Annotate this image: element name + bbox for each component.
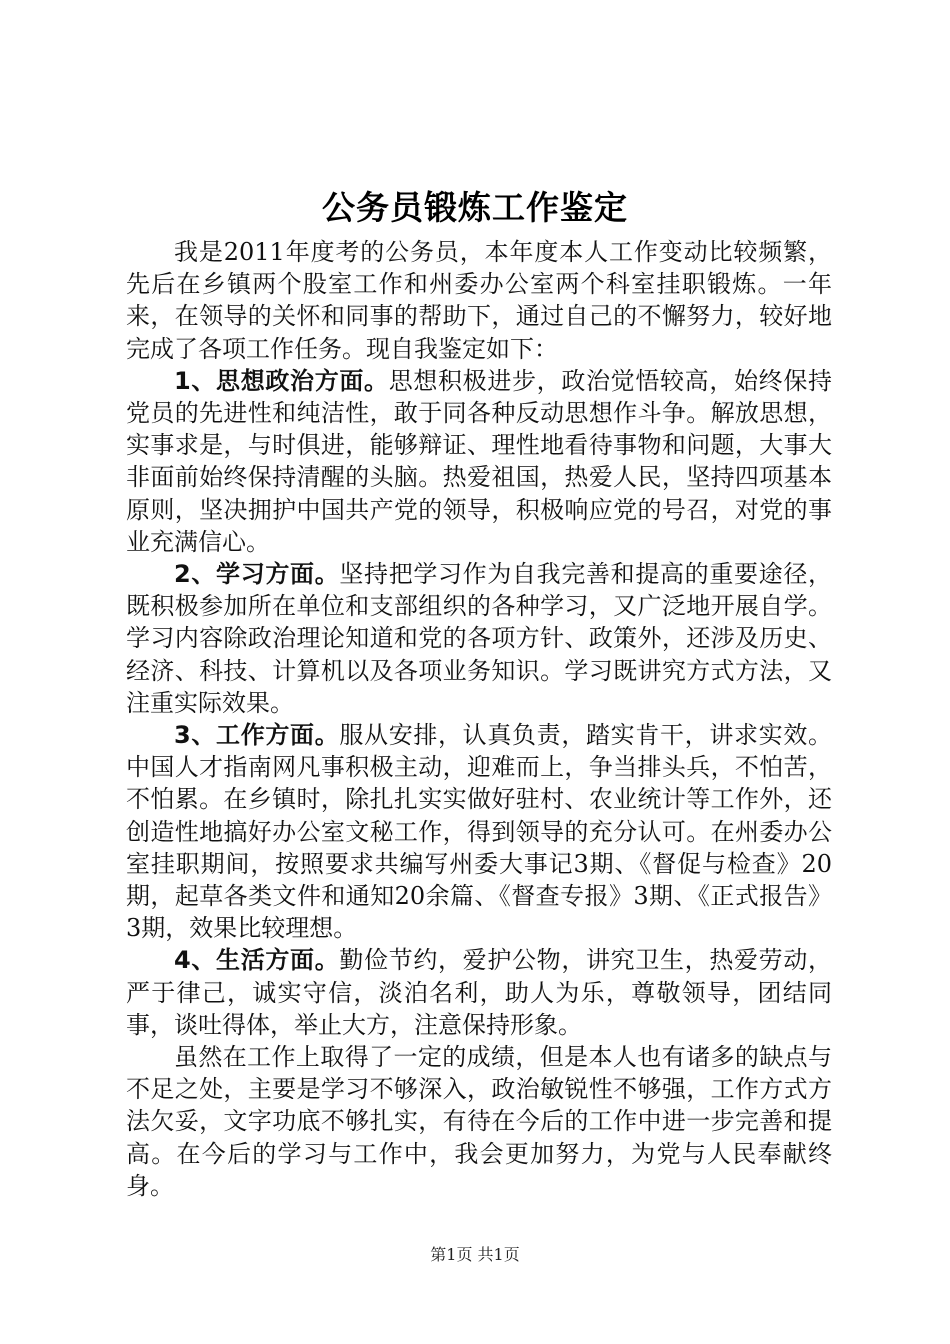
section-work-heading: 3、工作方面。 xyxy=(174,721,340,750)
conclusion-text: 虽然在工作上取得了一定的成绩，但是本人也有诸多的缺点与不足之处，主要是学习不够深入，政治敏锐性不够强，工作方式方法欠妥，文字功底不够扎实，有待在今后的工作中进一步完善和提高。在今后的学习与工作中，我会更加努力，为党与人民奉献终身。 xyxy=(126,1043,832,1200)
document-title: 公务员锻炼工作鉴定 xyxy=(322,188,628,227)
section-life-text: 勤俭节约，爱护公物，讲究卫生，热爱劳动，严于律己，诚实守信，淡泊名利，助人为乐，尊敬领导，团结同事，谈吐得体，举止大方，注意保持形象。 xyxy=(126,946,832,1039)
section-life-heading: 4、生活方面。 xyxy=(174,946,340,975)
section-life-paragraph xyxy=(126,944,832,1041)
intro-paragraph xyxy=(126,236,832,365)
section-political-text: 思想积极进步，政治觉悟较高，始终保持党员的先进性和纯洁性，敢于同各种反动思想作斗争。解放思想，实事求是，与时俱进，能够辩证、理性地看待事物和问题，大事大非面前始终保持清醒的头脑。热爱祖国，热爱人民，坚持四项基本原则，坚决拥护中国共产党的领导，积极响应党的号召，对党的事业充满信心。 xyxy=(126,366,832,556)
intro-text: 我是2011年度考的公务员，本年度本人工作变动比较频繁，先后在乡镇两个股室工作和州委办公室两个科室挂职锻炼。一年来，在领导的关怀和同事的帮助下，通过自己的不懈努力，较好地完成了各项工作任务。现自我鉴定如下： xyxy=(126,238,832,363)
conclusion-paragraph xyxy=(126,1041,832,1202)
section-political-paragraph xyxy=(126,365,832,558)
section-political-heading: 1、思想政治方面。 xyxy=(174,366,389,395)
section-work-text: 服从安排，认真负责，踏实肯干，讲求实效。中国人才指南网凡事积极主动，迎难而上，争当排头兵，不怕苦，不怕累。在乡镇时，除扎扎实实做好驻村、农业统计等工作外，还创造性地搞好办公室文秘工作，得到领导的充分认可。在州委办公室挂职期间，按照要求共编写州委大事记3期、《督促与检查》20期，起草各类文件和通知20余篇、《督查专报》3期、《正式报告》3期，效果比较理想。 xyxy=(126,721,832,943)
section-study-paragraph xyxy=(126,558,832,719)
section-work-paragraph xyxy=(126,719,832,944)
section-study-text: 坚持把学习作为自我完善和提高的重要途径，既积极参加所在单位和支部组织的各种学习，又广泛地开展自学。学习内容除政治理论知道和党的各项方针、政策外，还涉及历史、经济、科技、计算机以及各项业务知识。学习既讲究方式方法，又注重实际效果。 xyxy=(126,560,832,717)
page-number-footer: 第1页 共1页 xyxy=(430,1245,520,1264)
section-study-heading: 2、学习方面。 xyxy=(174,560,340,589)
document-body xyxy=(126,236,832,1202)
